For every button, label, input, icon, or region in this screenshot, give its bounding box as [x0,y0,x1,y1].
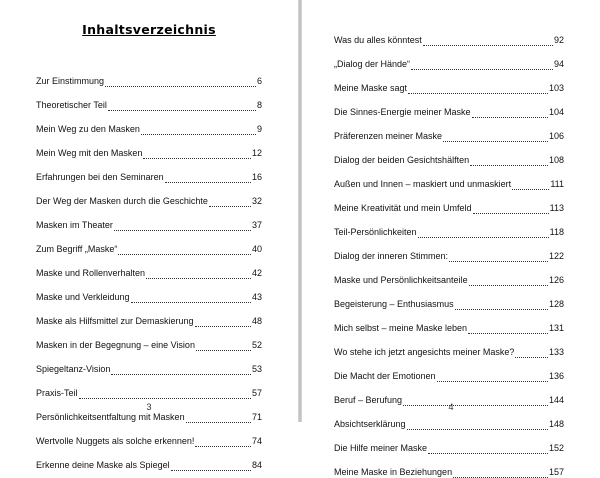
toc-dot-leader [195,438,251,447]
toc-entry-page-number: 108 [548,155,564,165]
toc-entry [334,118,564,142]
toc-entry-page-number: 152 [548,443,564,453]
toc-entry-title: Mich selbst – meine Maske leben [334,323,468,333]
toc-dot-leader [108,102,256,111]
toc-entry-page-number: 128 [548,299,564,309]
toc-dot-leader [143,150,251,159]
page-number-left: 3 [146,402,152,412]
toc-entry-page-number: 53 [251,364,262,374]
toc-entry-page-number: 32 [251,196,262,206]
toc-entry [36,207,262,231]
toc-entry [36,375,262,399]
toc-dot-leader [165,174,251,183]
toc-dot-leader [407,421,548,430]
toc-dot-leader [146,270,251,279]
toc-entry [36,183,262,207]
toc-entry-page-number: 16 [251,172,262,182]
left-page [0,0,298,470]
toc-entry-page-number: 126 [548,275,564,285]
toc-entry-page-number: 42 [251,268,262,278]
toc-dot-leader [105,78,256,87]
toc-entry [36,255,262,279]
toc-entry [334,334,564,358]
toc-entry-title: Persönlichkeitsentfaltung mit Masken [36,412,185,422]
toc-dot-leader [171,462,251,471]
toc-entry-title: Dialog der beiden Gesichtshälften [334,155,470,165]
toc-entry [334,262,564,286]
toc-entry-title: Maske als Hilfsmittel zur Demaskierung [36,316,194,326]
toc-entry-page-number: 84 [251,460,262,470]
toc-entry-title: Meine Maske sagt [334,83,408,93]
toc-entry-title: Spiegeltanz-Vision [36,364,111,374]
toc-entry-page-number: 43 [251,292,262,302]
toc-dot-leader [437,373,548,382]
toc-entry-title: Die Hilfe meiner Maske [334,443,428,453]
toc-entry-page-number: 6 [256,76,262,86]
toc-entry-title: Zur Einstimmung [36,76,105,86]
toc-entry-page-number: 131 [548,323,564,333]
toc-dot-leader [428,445,548,454]
toc-entry-page-number: 52 [251,340,262,350]
toc-entry-title: Präferenzen meiner Maske [334,131,443,141]
toc-entry [334,430,564,454]
toc-dot-leader [443,133,548,142]
toc-entry [36,231,262,255]
toc-entry-title: Wo stehe ich jetzt angesichts meiner Maske? [334,347,515,357]
toc-entry-title: Der Weg der Masken durch die Geschichte [36,196,208,206]
toc-entry [36,447,262,471]
toc-entry-page-number: 103 [548,83,564,93]
toc-entry-title: Außen und Innen – maskiert und unmaskiert [334,179,512,189]
toc-entry-page-number: 111 [550,179,564,189]
toc-dot-leader [418,229,549,238]
toc-entry-title: Masken in der Begegnung – eine Vision [36,340,195,350]
toc-entry [334,94,564,118]
toc-dot-leader [468,325,548,334]
toc-entry-page-number: 136 [548,371,564,381]
toc-entry-page-number: 92 [553,35,564,45]
toc-entry-title: Theoretischer Teil [36,100,107,110]
toc-entry [36,63,262,87]
toc-entry-page-number: 148 [548,419,564,429]
toc-entry-title: Die Macht der Emotionen [334,371,436,381]
toc-entry-title: Praxis-Teil [36,388,78,398]
toc-entry-page-number: 57 [251,388,262,398]
toc-entry-page-number: 118 [549,227,564,237]
toc-entry-title: Wertvolle Nuggets als solche erkennen! [36,436,195,446]
toc-entry [334,214,564,238]
toc-entry-title: Dialog der inneren Stimmen: [334,251,449,261]
toc-entry [334,286,564,310]
toc-entry-page-number: 94 [553,59,564,69]
toc-entry [334,22,564,46]
toc-entry-title: Begeisterung – Enthusiasmus [334,299,454,309]
toc-entry-title: Zum Begriff „Maske“ [36,244,118,254]
toc-title: Inhaltsverzeichnis [82,22,216,37]
toc-entry [36,111,262,135]
toc-entry [334,310,564,334]
toc-dot-leader [141,126,256,135]
toc-dot-leader [195,318,251,327]
toc-entry-page-number: 9 [256,124,262,134]
toc-dot-leader [114,222,251,231]
toc-dot-leader [209,198,251,207]
toc-entry [36,351,262,375]
toc-dot-leader [196,342,251,351]
toc-dot-leader [79,390,251,399]
toc-entry-title: Beruf – Berufung [334,395,403,405]
toc-entry-page-number: 37 [251,220,262,230]
toc-dot-leader [455,301,548,310]
toc-entry-page-number: 12 [251,148,262,158]
toc-dot-leader [423,37,553,46]
toc-entry [36,159,262,183]
toc-entry-page-number: 48 [251,316,262,326]
toc-dot-leader [470,157,548,166]
toc-entry-page-number: 157 [548,467,564,477]
toc-entry-title: Absichtserklärung [334,419,406,429]
toc-entry [334,46,564,70]
toc-entry [334,166,564,190]
toc-entry-page-number: 113 [549,203,564,213]
toc-dot-leader [411,61,553,70]
toc-entry-title: Was du alles könntest [334,35,422,45]
toc-entry-page-number: 71 [251,412,262,422]
toc-dot-leader [515,349,548,358]
toc-entry [36,303,262,327]
toc-entry-title: Mein Weg mit den Masken [36,148,143,158]
toc-dot-leader [512,181,549,190]
toc-dot-leader [473,205,549,214]
toc-entry-page-number: 104 [548,107,564,117]
toc-entry [334,454,564,478]
toc-entry [36,279,262,303]
toc-dot-leader [472,109,548,118]
toc-entry-title: Erkenne deine Maske als Spiegel [36,460,170,470]
toc-entry [334,70,564,94]
toc-entry-title: Maske und Verkleidung [36,292,130,302]
toc-entry [334,238,564,262]
right-page [302,0,600,477]
toc-entry [36,87,262,111]
toc-entry-page-number: 133 [548,347,564,357]
toc-entry-title: Meine Kreativität und mein Umfeld [334,203,472,213]
toc-dot-leader [403,397,548,406]
toc-entry [36,423,262,447]
toc-entry-page-number: 106 [548,131,564,141]
toc-entry-page-number: 74 [251,436,262,446]
toc-entry-title: Maske und Rollenverhalten [36,268,146,278]
toc-entry [36,135,262,159]
toc-entry-title: Teil-Persönlichkeiten [334,227,417,237]
toc-entry-page-number: 122 [548,251,564,261]
toc-dot-leader [469,277,548,286]
toc-dot-leader [118,246,251,255]
toc-entry-page-number: 144 [548,395,564,405]
toc-dot-leader [131,294,251,303]
toc-entry-title: Meine Maske in Beziehungen [334,467,453,477]
toc-entry [334,358,564,382]
toc-entry-page-number: 8 [256,100,262,110]
toc-entry-title: Die Sinnes-Energie meiner Maske [334,107,471,117]
toc-entry-page-number: 40 [251,244,262,254]
toc-entry [334,142,564,166]
page-number-right: 4 [448,402,454,412]
toc-entry [334,190,564,214]
toc-dot-leader [111,366,251,375]
toc-entry-title: Erfahrungen bei den Seminaren [36,172,164,182]
toc-dot-leader [408,85,548,94]
toc-entry-title: Mein Weg zu den Masken [36,124,140,134]
toc-entry [36,327,262,351]
toc-dot-leader [453,469,548,478]
toc-entry-title: „Dialog der Hände“ [334,59,411,69]
toc-entry-title: Maske und Persönlichkeitsanteile [334,275,468,285]
toc-entry-title: Masken im Theater [36,220,113,230]
toc-dot-leader [449,253,548,262]
